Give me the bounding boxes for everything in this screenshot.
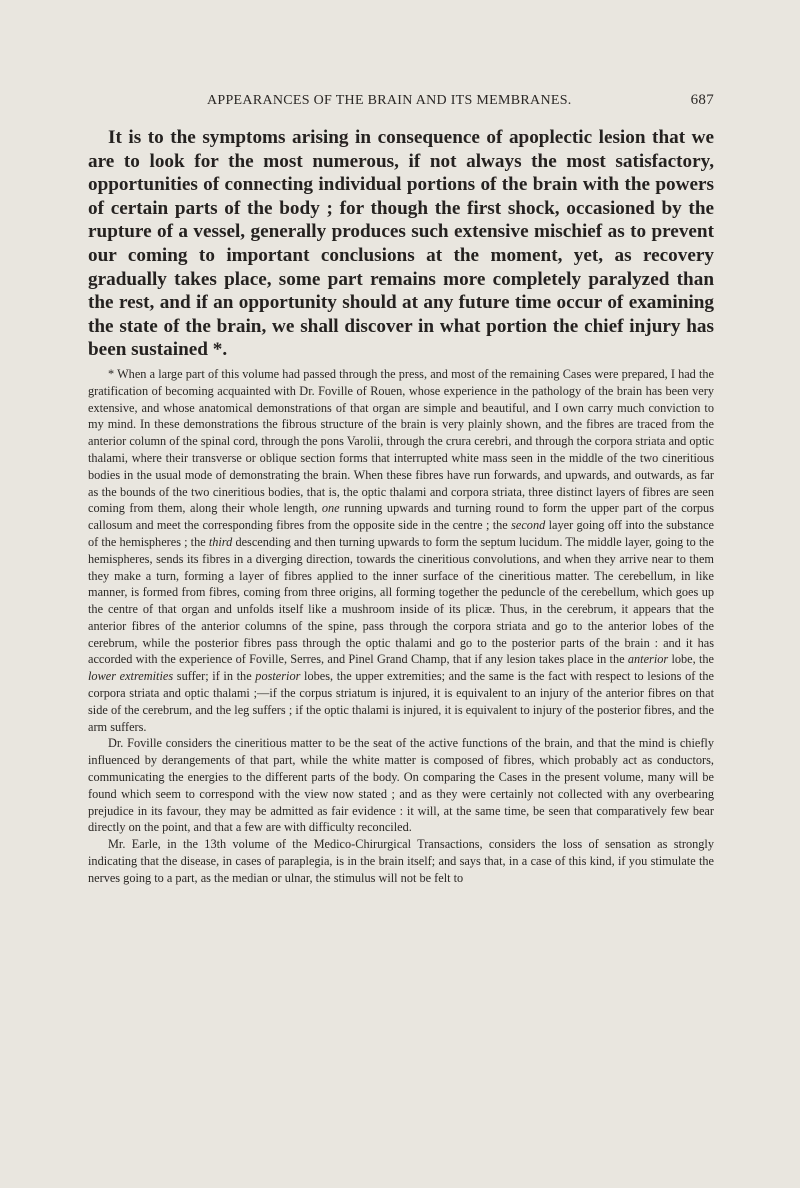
footnote-text: running upwards and turning round to form the upper part of the corpus callosum and meet the corresponding fibres from the opposite side in the centre ; the (88, 501, 714, 533)
page-number: 687 (690, 92, 714, 108)
footnote-paragraph-1 (88, 366, 714, 736)
running-head (88, 92, 714, 114)
running-head-title: APPEARANCES OF THE BRAIN AND ITS MEMBRANES. (206, 93, 572, 108)
footnote-text: lobe, the (671, 652, 715, 667)
italic-word: one (321, 501, 340, 516)
footnote-paragraph-3: Mr. Earle, in the 13th volume of the Medico-Chirurgical Transactions, considers the loss of sensation as strongly indicating that the disease, in cases of paraplegia, is in the brain itself; and says that, in a case of this kind, if you stimulate the nerves going to a part, as the median or ulnar, the stimulus will not be felt to (88, 837, 714, 885)
italic-word: lower extremities (88, 669, 174, 684)
main-paragraph: It is to the symptoms arising in consequence of apoplectic lesion that we are to look for the most numerous, if not always the most satisfactory, opportunities of connecting individual portions of the brain with the powers of certain parts of the body ; for though the first shock, occasioned by the rupture of a vessel, generally produces such extensive mischief as to prevent our coming to important conclusions at the moment, yet, as recovery gradually takes place, some part remains more completely paralyzed than the rest, and if an opportunity should at any future time occur of examining the state of the brain, we shall discover in what portion the chief injury has been sustained *. (88, 127, 714, 361)
footnote-text: layer going off into the substance of the hemispheres ; the (88, 518, 715, 549)
footnote-text: * When a large part of this volume had passed through the press, and most of the remaining Cases were prepared, I had the gratification of becoming acquainted with Dr. Foville of Rouen, whose experience in the pathology of the brain has been very extensive, and whose anatomical demonstrations of that organ are simple and beautiful, and I own carry much conviction to my mind. In these demonstrations the fibrous structure of the brain is very plainly shown, and the fibres are traced from the anterior column of the spinal cord, through the pons Varolii, through the crura cerebri, and through the corpora striata and optic thalami, where their transverse or oblique section forms that interrupted white mass seen in the middle of the two cineritious bodies in the usual mode of demonstrating the brain. When these fibres have run forwards, and upwards, and outwards, as far as the bounds of the two cineritious bodies, that is, the optic thalami and corpora striata, three distinct layers of fibres are seen coming from them, along their whole length, (88, 366, 714, 516)
footnote-text: descending and then turning upwards to form the septum lucidum. The middle layer, going to the hemispheres, sends its fibres in a diverging direction, towards the cineritious convolutions, and when they arrive near to them they make a turn, forming a layer of fibres applied to the inner surface of the cineritious matter. The cerebellum, in like manner, is formed from fibres, coming from three origins, all forming together the peduncle of the cerebellum, which goes up the centre of that organ and unfolds itself like a mushroom inside of its plicæ. Thus, in the cerebrum, it appears that the anterior fibres of the anterior columns of the spine, pass through the corpora striata and go to the anterior lobes of the cerebrum, while the posterior fibres pass through the optic thalami and go to the posterior parts of the brain : and it has accorded with the experience of Foville, Serres, and Pinel Grand Champ, that if any lesion takes place in the (88, 534, 714, 667)
italic-word: second (511, 518, 546, 533)
footnote-paragraph-2: Dr. Foville considers the cineritious matter to be the seat of the active functions of the brain, and that the mind is chiefly influenced by derangements of that part, while the white matter is composed of fibres, which probably act as conductors, communicating the energies to the different parts of the body. On comparing the Cases in the present volume, many will be found which seem to correspond with the view now stated ; and as they were certainly not collected with any overbearing prejudice in its favour, they may be admitted as fair evidence : it will, at the same time, be seen that comparatively few bear directly on the point, and that a few are with difficulty reconciled. (88, 736, 714, 835)
italic-word: third (208, 534, 233, 549)
footnote-text: lobes, the upper extremities; and the same is the fact with respect to lesions of the corpora striata and optic thalami ;—if the corpus striatum is injured, it is equivalent to an injury of the anterior fibres on that side of the cerebrum, and the leg suffers ; if the optic thalami is injured, it is equivalent to injury of the posterior fibres, and the arm suffers. (88, 669, 714, 734)
italic-word: anterior (627, 652, 669, 667)
footnote-text: suffer; if in the (176, 669, 252, 684)
footnote (88, 366, 714, 887)
italic-word: posterior (255, 669, 301, 684)
